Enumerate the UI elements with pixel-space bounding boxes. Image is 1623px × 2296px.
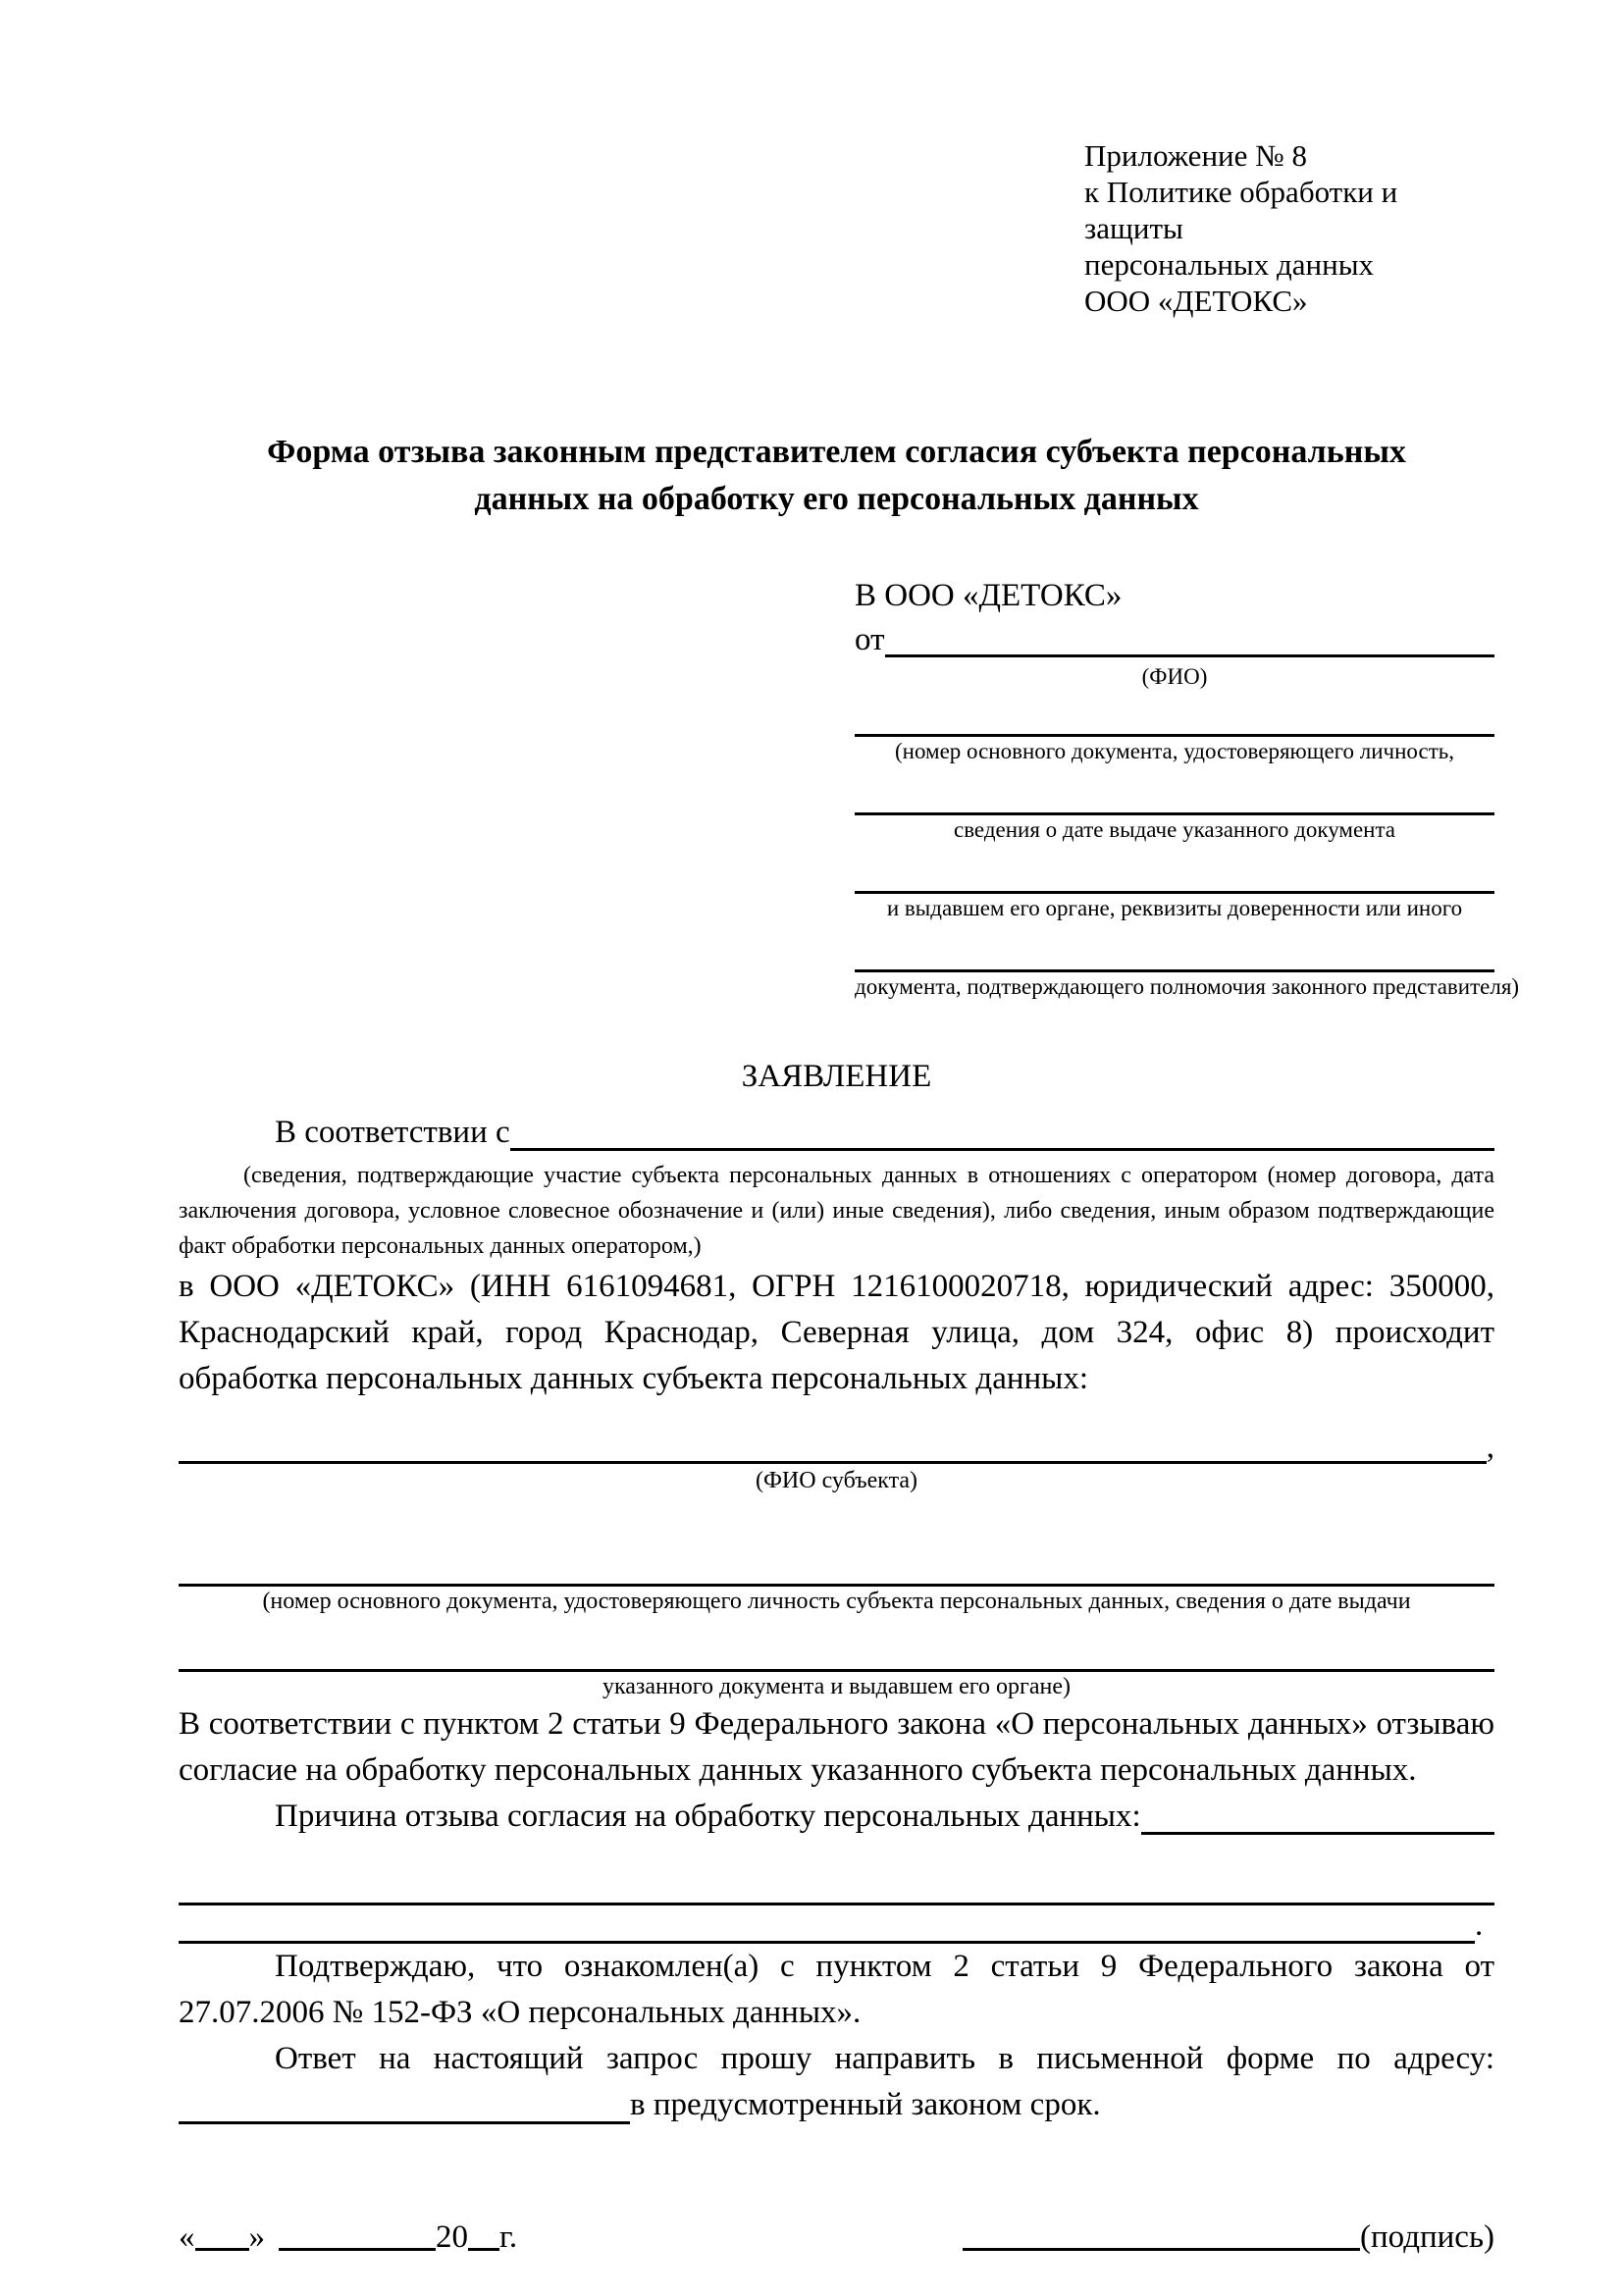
annex-number: Приложение № 8 xyxy=(1084,138,1307,173)
date-blank xyxy=(179,2215,517,2261)
reply-paragraph-line1: Ответ на настоящий запрос прошу направить в письменной форме по адресу: xyxy=(275,2041,1494,2076)
day-blank-line xyxy=(195,2248,249,2251)
trailing-comma: , xyxy=(1486,1430,1494,1465)
subject-doc-blank-line1 xyxy=(179,1544,1494,1587)
blank-line-doc1 xyxy=(855,691,1494,737)
year-prefix: 20 xyxy=(436,2219,468,2255)
annex-policy-line2: персональных данных xyxy=(1084,247,1375,282)
year-suffix: г. xyxy=(499,2219,518,2255)
blank-line-doc3 xyxy=(855,858,1494,894)
fio-caption: (ФИО) xyxy=(1141,664,1208,689)
quote-close: » xyxy=(248,2219,265,2255)
month-blank-line xyxy=(279,2248,436,2251)
small-print-note: (сведения, подтверждающие участие субъекта персональных данных в отношениях с оператором (номер договора, дата заключения договора, условное словесное обозначение и (или) иные сведения), либо сведения, иным образом подтверждающие факт обработки персональных данных оператором,) xyxy=(179,1163,1494,1259)
subject-fio-blank-line xyxy=(179,1461,1487,1464)
signature-blank-line xyxy=(963,2248,1360,2251)
doc-caption-3: и выдавшем его органе, реквизиты доверенности или иного xyxy=(886,896,1463,920)
confirm-paragraph: Подтверждаю, что ознакомлен(а) с пунктом 2 статьи 9 Федерального закона от 27.07.2006 № 152-ФЗ «О персональных данных». xyxy=(179,1949,1494,2030)
signature-blank xyxy=(963,2215,1494,2261)
reason-blank-line xyxy=(1141,1832,1494,1835)
subject-doc-caption-2: указанного документа и выдавшем его органе) xyxy=(602,1674,1072,1699)
reason-row xyxy=(179,1794,1494,1840)
addressee-to: В ООО «ДЕТОКС» xyxy=(855,578,1123,613)
reason-blank-line3 xyxy=(179,1905,1475,1944)
address-blank-line xyxy=(179,2084,630,2124)
reply-tail: в предусмотренный законом срок. xyxy=(630,2087,1101,2122)
reply-row2 xyxy=(179,2082,1494,2128)
subject-doc-blank-line2 xyxy=(179,1630,1494,1672)
statement-heading: ЗАЯВЛЕНИЕ xyxy=(741,1059,932,1094)
annex-policy-line1: к Политике обработки и защиты xyxy=(1084,175,1398,245)
trailing-period: . xyxy=(1475,1907,1484,1943)
blank-line-doc2 xyxy=(855,779,1494,815)
footer xyxy=(179,2215,1494,2261)
intro-label: В соответствии с xyxy=(275,1115,510,1150)
intro-blank-line xyxy=(510,1148,1494,1151)
quote-open: « xyxy=(179,2219,195,2255)
withdraw-paragraph: В соответствии с пунктом 2 статьи 9 Федерального закона «О персональных данных» отзываю согласие на обработку персональных данных указанного субъекта персональных данных. xyxy=(179,1706,1494,1788)
addressee-block xyxy=(855,574,1520,1001)
annex-header xyxy=(1084,137,1494,319)
annex-company: ООО «ДЕТОКС» xyxy=(1084,284,1308,318)
year-blank-line xyxy=(468,2248,499,2251)
blank-line-doc4 xyxy=(855,936,1494,972)
operator-paragraph: в ООО «ДЕТОКС» (ИНН 6161094681, ОГРН 1216100020718, юридический адрес: 350000, Краснодарский край, город Краснодар, Северная улица, дом 324, офис 8) происходит обработка персональных данных субъекта персональных данных: xyxy=(179,1269,1494,1396)
from-label: от xyxy=(855,622,885,657)
document-title: Форма отзыва законным представителем согласия субъекта персональных данных на обработку его персональных данных xyxy=(267,434,1406,517)
from-row xyxy=(855,618,1494,662)
doc-caption-1: (номер основного документа, удостоверяющего личность, xyxy=(894,739,1454,763)
subject-fio-row xyxy=(179,1430,1494,1466)
signature-caption: (подпись) xyxy=(1360,2219,1494,2255)
subject-fio-caption: (ФИО субъекта) xyxy=(755,1468,918,1493)
from-blank-line xyxy=(885,654,1495,657)
reason-blank-line2 xyxy=(179,1863,1494,1905)
intro-row xyxy=(179,1110,1494,1156)
doc-caption-2: сведения о дате выдаче указанного документа xyxy=(953,817,1396,842)
reason-blank-row3 xyxy=(179,1905,1494,1944)
doc-caption-4: документа, подтверждающего полномочия законного представителя) xyxy=(855,974,1520,999)
reason-label: Причина отзыва согласия на обработку персональных данных: xyxy=(275,1799,1141,1834)
subject-doc-caption-1: (номер основного документа, удостоверяющего личность субъекта персональных данных, сведения о дате выдачи xyxy=(262,1589,1411,1614)
